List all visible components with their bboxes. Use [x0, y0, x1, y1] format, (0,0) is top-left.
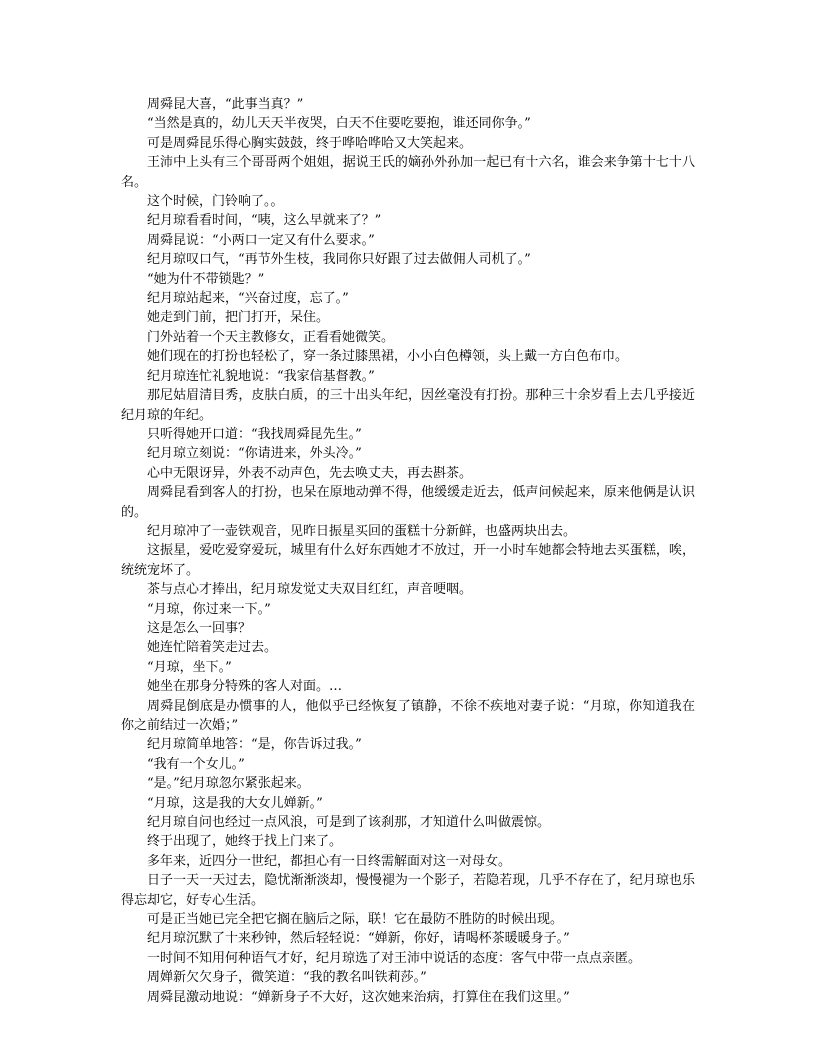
paragraph: 这个时候，门铃响了。。: [147, 194, 284, 210]
paragraph: “是。”纪月琼忽尔紧张起来。: [147, 776, 310, 792]
paragraph: “我有一个女儿。”: [147, 756, 245, 772]
paragraph: 周舜昆大喜，“此事当真？”: [147, 97, 304, 112]
paragraph: 周舜昆激动地说：“婵新身子不大好，这次她来治病，打算住在我们这里。”: [147, 989, 570, 1005]
paragraph: 可是周舜昆乐得心胸实鼓鼓，终于哗哈哗哈又大笑起来。: [147, 135, 473, 151]
paragraph: 终于出现了，她终于找上门来了。: [147, 834, 343, 850]
paragraph: 纪月琼连忙礼貌地说：“我家信基督教。”: [147, 368, 375, 384]
document-page: [121, 95, 695, 1007]
paragraph: 周舜昆说：“小两口一定又有什么要求。”: [147, 232, 375, 248]
paragraph: 纪月琼立刻说：“你请进来，外头冷。”: [147, 446, 362, 462]
paragraph: 这是怎么一回事？: [147, 620, 252, 636]
paragraph: 纪月琼简单地答：“是，你告诉过我。”: [147, 737, 362, 753]
paragraph: 日子一天一天过去，隐忧渐渐淡却，慢慢褪为一个影子，若隐若现，几乎不存在了，纪月琼也乐得忘却它，好专心生活。: [121, 873, 695, 908]
paragraph: “月琼，坐下。”: [147, 659, 232, 675]
paragraph: 纪月琼看看时间，“咦，这么早就来了？”: [147, 213, 382, 229]
paragraph: 纪月琼叹口气，“再节外生枝，我同你只好跟了过去做佣人司机了。”: [147, 252, 531, 268]
paragraph: 周舜昆倒底是办惯事的人，他似乎已经恢复了镇静，不徐不疾地对妻子说：“月琼，你知道我在你之前结过一次婚；”: [121, 698, 695, 733]
paragraph: 纪月琼冲了一壶铁观音，见昨日振星买回的蛋糕十分新鲜，也盛两块出去。: [147, 523, 577, 539]
paragraph: 她走到门前，把门打开，呆住。: [147, 310, 330, 326]
paragraph: 一时间不知用何种语气才好，纪月琼选了对王沛中说话的态度：客气中带一点点亲匿。: [147, 950, 642, 966]
paragraph: 她连忙陪着笑走过去。: [147, 640, 278, 656]
paragraph: 多年来，近四分一世纪，都担心有一日终需解面对这一对母女。: [147, 853, 512, 869]
paragraph: “月琼，这是我的大女儿婵新。”: [147, 795, 323, 811]
paragraph: 周舜昆看到客人的打扮，也呆在原地动弹不得，他缓缓走近去，低声问候起来，原来他俩是认识的。: [121, 485, 695, 520]
paragraph: “她为什不带锁匙？”: [147, 271, 265, 287]
paragraph: 纪月琼沉默了十来秒钟，然后轻轻说：“婵新，你好，请喝杯茶暖暖身子。”: [147, 931, 570, 947]
paragraph: 茶与点心才捧出，纪月琼发觉丈夫双目红红，声音哽咽。: [147, 582, 473, 598]
paragraph: 周婵新欠欠身子，微笑道：“我的教名叫铁莉莎。”: [147, 970, 427, 986]
paragraph: 王沛中上头有三个哥哥两个姐姐，据说王氏的嫡孙外孙加一起已有十六名，谁会来争第十七十八名。: [121, 155, 695, 190]
paragraph: 门外站着一个天主教修女，正看看她微笑。: [147, 329, 395, 345]
paragraph: 这振星，爱吃爱穿爱玩，城里有什么好东西她才不放过，开一小时车她都会特地去买蛋糕，唉，统统宠坏了。: [121, 543, 695, 578]
paragraph: “当然是真的，幼儿天天半夜哭，白天不住要吃要抱，谁还同你争。”: [147, 116, 531, 132]
paragraph: 纪月琼自问也经过一点风浪，可是到了该刹那，才知道什么叫做震惊。: [147, 815, 551, 831]
paragraph: 只听得她开口道：“我找周舜昆先生。”: [147, 426, 362, 442]
paragraph: 心中无限讶异，外表不动声色，先去唤丈夫，再去斟茶。: [147, 465, 473, 481]
paragraph: 纪月琼站起来，“兴奋过度，忘了。”: [147, 291, 349, 307]
paragraph: “月琼，你过来一下。”: [147, 601, 271, 617]
paragraph: 她坐在那身分特殊的客人对面。…: [147, 679, 343, 695]
paragraph: 她们现在的打扮也轻松了，穿一条过膝黑裙，小小白色樽领，头上戴一方白色布巾。: [147, 349, 629, 365]
paragraph: 可是正当她已完全把它搁在脑后之际，联！它在最防不胜防的时候出现。: [147, 912, 564, 928]
paragraph: 那尼姑眉清目秀，皮肤白质，的三十出头年纪，因丝毫没有打扮。那种三十余岁看上去几乎接近纪月琼的年纪。: [121, 388, 695, 423]
